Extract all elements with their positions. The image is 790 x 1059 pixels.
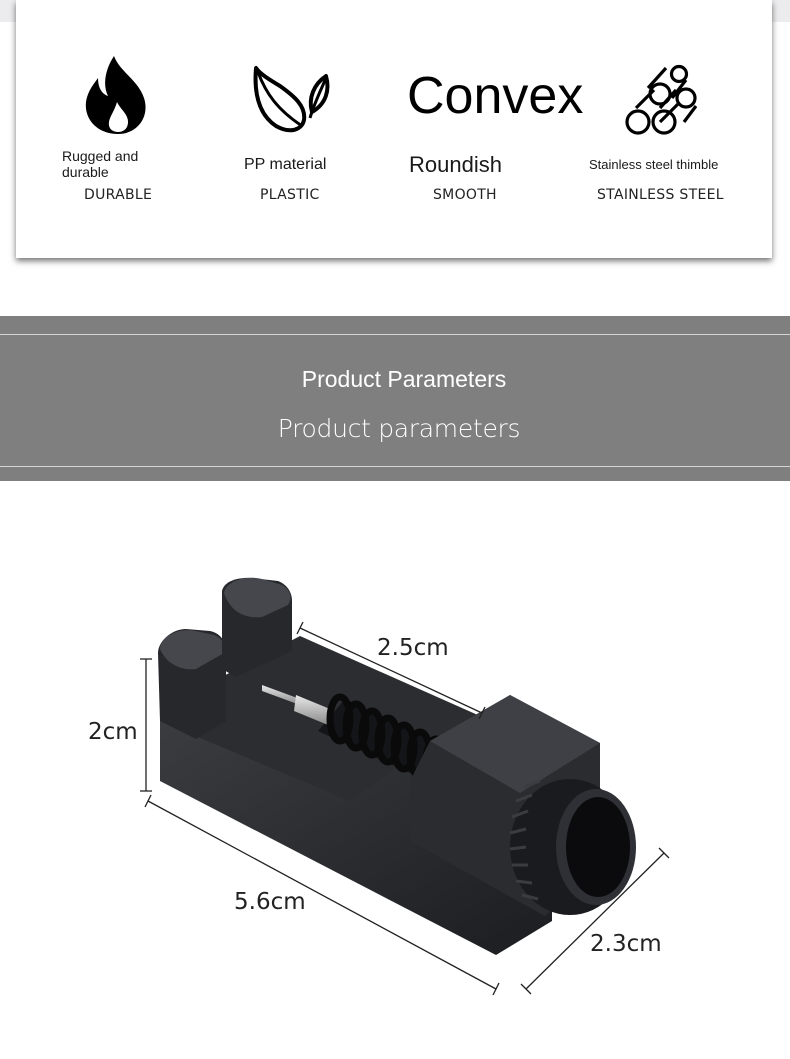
feature-smooth-en: SMOOTH (433, 187, 497, 203)
dimension-length-label: 5.6cm (234, 889, 306, 915)
banner-top-line (0, 334, 790, 335)
leaf-icon (250, 64, 332, 136)
feature-durable-en: DURABLE (84, 187, 153, 203)
banner-bottom-line (0, 466, 790, 467)
product-photo (0, 481, 790, 1054)
banner-subtitle: Product parameters (277, 414, 521, 443)
feature-stainless-en: STAINLESS STEEL (597, 187, 724, 203)
feature-stainless (586, 0, 772, 258)
banner-title: Product Parameters (301, 366, 507, 392)
feature-plastic-en: PLASTIC (260, 187, 320, 203)
flame-icon (80, 54, 152, 136)
steel-bars-icon (624, 64, 698, 138)
features-card (16, 0, 772, 258)
feature-plastic (206, 0, 386, 258)
convex-icon: Convex (407, 67, 584, 125)
feature-durable-cn: Rugged and durable (62, 148, 139, 180)
link-remover-tool-image (0, 481, 790, 1054)
feature-smooth (386, 0, 586, 258)
feature-stainless-cn: Stainless steel thimble (589, 157, 719, 172)
feature-durable (16, 0, 206, 258)
dimension-top-width-label: 2.5cm (377, 635, 449, 661)
dimension-depth-label: 2.3cm (590, 931, 662, 957)
parameters-banner (0, 316, 790, 481)
feature-plastic-cn: PP material (244, 156, 327, 173)
dimension-height-label: 2cm (88, 719, 138, 745)
feature-smooth-cn: Roundish (409, 152, 502, 177)
